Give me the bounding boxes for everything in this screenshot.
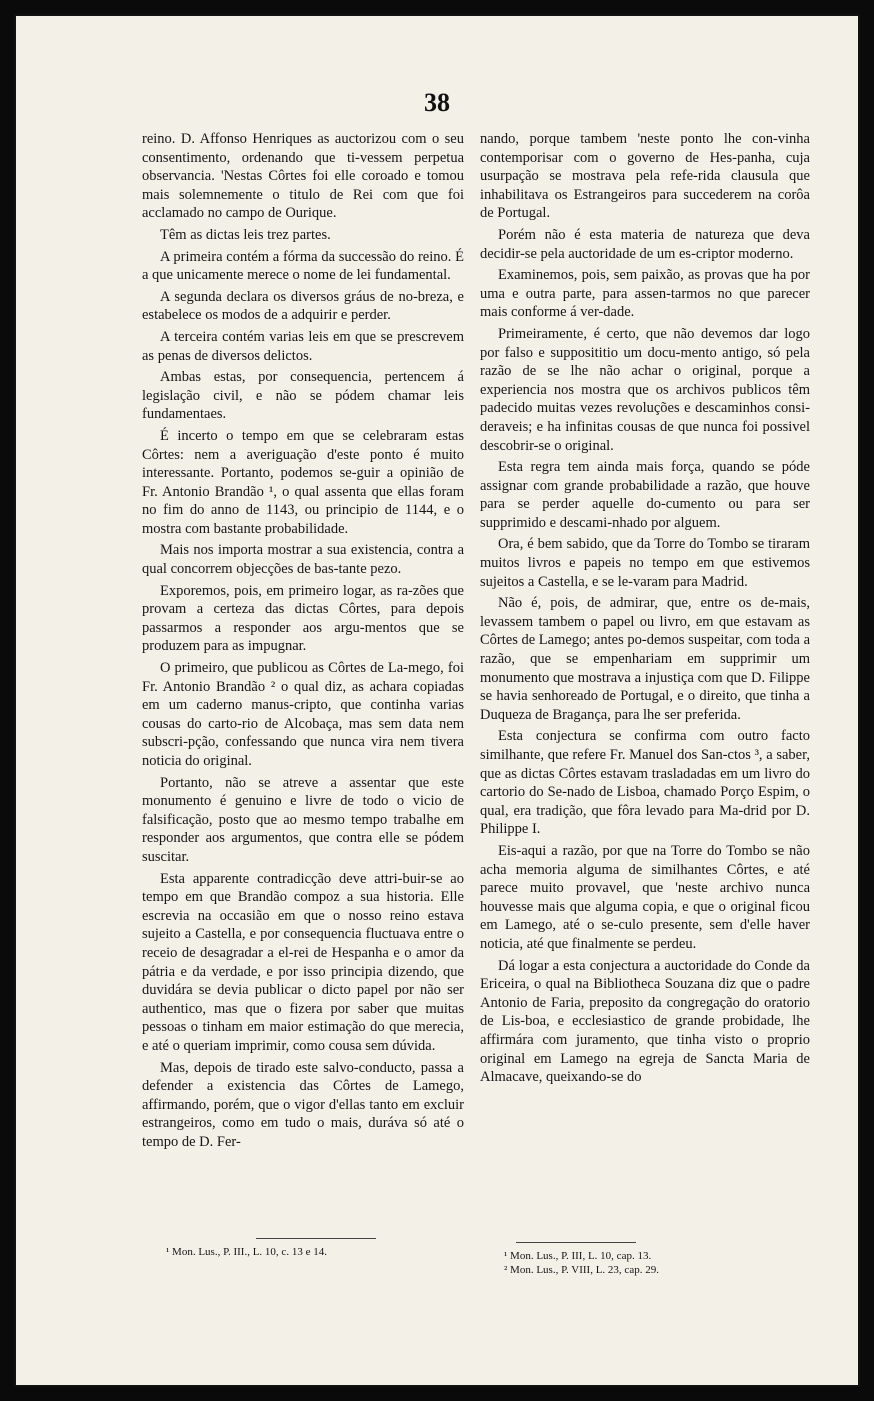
footnote-divider [516, 1242, 636, 1243]
left-column [142, 130, 464, 1154]
footnote-divider [256, 1238, 376, 1239]
footnote: ² Mon. Lus., P. VIII, L. 23, cap. 29. [504, 1264, 659, 1276]
paragraph: A segunda declara os diversos gráus de no-breza, e estabelece os modos de a adquirir e perder. [142, 288, 464, 324]
paragraph: Porém não é esta materia de natureza que deva decidir-se pela auctoridade de um es-criptor moderno. [480, 226, 810, 262]
paragraph: A primeira contém a fórma da successão do reino. É a que unicamente merece o nome de lei fundamental. [142, 248, 464, 284]
footnotes-right [504, 1249, 804, 1277]
paragraph: Esta apparente contradicção deve attri-buir-se ao tempo em que Brandão compoz a sua historia. Elle escrevia na occasião em que o nosso reino estava sujeito a Castella, e por consequencia fluctuava entre o receio de desagradar a el-rei de Hespanha e o amor da pátria e da verdade, e por isso principia dizendo, que duvidára se devia publicar o dicto papel por não ser authentico, mas que o fizera por saber que muitas pessoas o tinham em maior estimação do que merecia, e até o queriam imprimir, como cousa sem dúvida. [142, 870, 464, 1054]
paragraph: A terceira contém varias leis em que se prescrevem as penas de diversos delictos. [142, 328, 464, 364]
footnotes-left [166, 1245, 466, 1259]
paragraph: Não é, pois, de admirar, que, entre os de-mais, levassem tambem o papel ou livro, em que estavam as Côrtes de Lamego; antes po-demos suspeitar, com toda a razão, que se empenhariam em supprimir um monumento que mostrava a injustiça com que D. Filippe se havia senhoreado de Portugal, e o direito, que tinha a Duqueza de Bragança, para lhe ser preferida. [480, 595, 811, 723]
paragraph: Esta regra tem ainda mais força, quando se póde assignar com grande probabilidade a razão, que houve para se perder aquelle do-cumento ou para ser supprimido e descami-nhado por alguem. [480, 459, 810, 531]
document-page [14, 14, 860, 1387]
footnote: ¹ Mon. Lus., P. III., L. 10, c. 13 e 14. [166, 1246, 327, 1258]
paragraph: Mais nos importa mostrar a sua existencia, contra a qual concorrem objecções de bas-tante pezo. [142, 542, 464, 578]
paragraph: nando, porque tambem 'neste ponto lhe con-vinha contemporisar com o governo de Hes-panha, cuja usurpação se mostrava pela refe-rida clausula que inhabilitava os Estrangeiros para succederem na corôa de Portugal. [480, 131, 810, 222]
footnote: ¹ Mon. Lus., P. III, L. 10, cap. 13. [504, 1250, 652, 1262]
paragraph: É incerto o tempo em que se celebraram estas Côrtes: nem a averiguação d'este ponto é muito interessante. Portanto, podemos se-guir a opinião de Fr. Antonio Brandão ¹, o qual assenta que ellas foram no fim do anno de 1143, ou principio de 1144, e o mostra com bastante probabilidade. [142, 427, 464, 537]
paragraph: Mas, depois de tirado este salvo-conducto, passa a defender a existencia das Côrtes de Lamego, affirmando, porém, que o vigor d'ellas tanto em excluir estrangeiros, como em tudo o mais, duráva só até o tempo de D. Fer- [142, 1059, 464, 1150]
paragraph: reino. D. Affonso Henriques as auctorizou com o seu consentimento, ordenando que ti-vessem perpetua observancia. 'Nestas Côrtes foi elle coroado e tomou mais solemnemente o titulo de Rei com que foi acclamado no campo de Ourique. [142, 131, 464, 222]
paragraph: Têm as dictas leis trez partes. [160, 226, 331, 243]
paragraph: Ora, é bem sabido, que da Torre do Tombo se tiraram muitos livros e papeis no tempo em que estivemos sujeitos a Castella, e se le-varam para Madrid. [480, 536, 810, 590]
paragraph: Exporemos, pois, em primeiro logar, as ra-zões que provam a certeza das dictas Côrtes, para depois passarmos a responder aos argu-mentos que se produzem para as impugnar. [142, 582, 464, 655]
paragraph: Examinemos, pois, sem paixão, as provas que ha por uma e outra parte, para assen-tarmos no que parecer mais conforme á ver-dade. [480, 267, 810, 321]
paragraph: Dá logar a esta conjectura a auctoridade do Conde da Ericeira, o qual na Bibliotheca Souzana diz que o padre Antonio de Faria, preposito da congregação do oratorio de Lis-boa, e ecclesiastico de grande probidade, lhe affirmára com juramento, que tinha visto o proprio original em Lamego na egreja de Sancta Maria de Almacave, queixando-se do [480, 957, 810, 1086]
paragraph: Eis-aqui a razão, por que na Torre do Tombo se não acha memoria alguma de similhantes Côrtes, e até parece muito provavel, que 'neste archivo nunca houvesse mais que alguma copia, e que o original ficou em Lamego, até o se-culo presente, sem d'elle haver noticia, até que finalmente se perdeu. [480, 842, 810, 952]
page-number: 38 [424, 88, 450, 117]
paragraph: Ambas estas, por consequencia, pertencem á legislação civil, e não se pódem chamar leis fundamentaes. [142, 369, 464, 423]
right-column [480, 130, 810, 1090]
paragraph: Esta conjectura se confirma com outro facto similhante, que refere Fr. Manuel dos San-ctos ³, a saber, que as dictas Côrtes estavam trasladadas em um livro do cartorio do Se-nado de Lisboa, chamado Porço Espim, o qual, era tradição, que fôra levado para Ma-drid por D. Philippe I. [480, 728, 810, 838]
paragraph: Primeiramente, é certo, que não devemos dar logo por falso e supposititio um docu-mento antigo, só pela razão de se lhe não achar o original, porque a experiencia nos mostra que os archivos publicos têm padecido muitas vezes revoluções e descaminhos consi-deraveis; e ha infinitas cousas de que nunca foi possivel descobrir-se o original. [480, 325, 810, 454]
paragraph: O primeiro, que publicou as Côrtes de La-mego, foi Fr. Antonio Brandão ² o qual diz, as achara copiadas em um caderno manus-cripto, que continha varias cousas do carto-rio de Alcobaça, mas sem data nem subscri-pção, confessando que nunca vira nem tivera noticia do original. [142, 660, 464, 769]
paragraph: Portanto, não se atreve a assentar que este monumento é genuino e livre de todo o vicio de falsificação, posto que ao mesmo tempo trabalhe em responder aos argumentos, que contra elle se pódem suscitar. [142, 774, 464, 865]
